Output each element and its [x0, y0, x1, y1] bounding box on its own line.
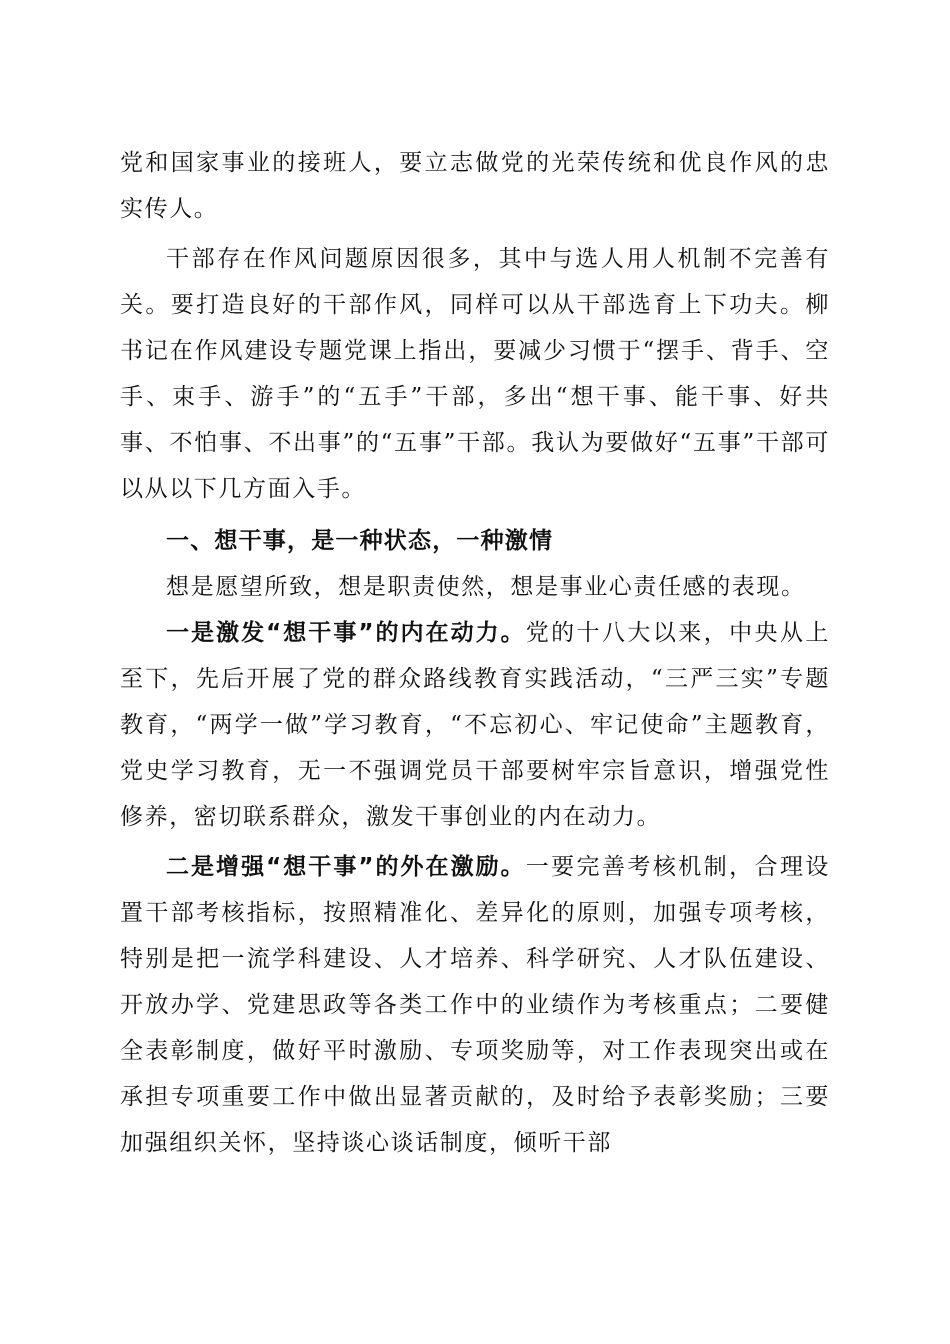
document-body [120, 140, 830, 1166]
paragraph-desire: 想是愿望所致，想是职责使然，想是事业心责任感的表现。 [166, 574, 806, 600]
paragraph-lead-external-incentive: 二是增强“想干事”的外在激励。 [166, 854, 526, 880]
section-heading-1: 一、想干事，是一种状态，一种激情 [166, 528, 554, 554]
paragraph-inner-motivation [120, 610, 830, 840]
paragraph-body-inner-motivation: 党的十八大以来，中央从上至下，先后开展了党的群众路线教育实践活动，“三严三实”专题教育，“两学一做”学习教育，“不忘初心、牢记使命”主题教育，党史学习教育，无一不强调党员干部要树牢宗旨意识，增强党性修养，密切联系群众，激发干事创业的内在动力。 [120, 620, 831, 830]
paragraph-external-incentive [120, 844, 830, 1166]
paragraph-body-external-incentive: 一要完善考核机制，合理设置干部考核指标，按照精准化、差异化的原则，加强专项考核，特别是把一流学科建设、人才培养、科学研究、人才队伍建设、开放办学、党建思政等各类工作中的业绩作为考核重点；二要健全表彰制度，做好平时激励、专项奖励等，对工作表现突出或在承担专项重要工作中做出显著贡献的，及时给予表彰奖励；三要加强组织关怀，坚持谈心谈话制度，倾听干部 [120, 854, 831, 1156]
paragraph-lead-inner-motivation: 一是激发“想干事”的内在动力。 [166, 620, 526, 646]
paragraph-cadre-style: 干部存在作风问题原因很多，其中与选人用人机制不完善有关。要打造良好的干部作风，同样可以从干部选育上下功夫。柳书记在作风建设专题党课上指出，要减少习惯于“摆手、背手、空手、束手、游手”的“五手”干部，多出“想干事、能干事、好共事、不怕事、不出事”的“五事”干部。我认为要做好“五事”干部可以从以下几方面入手。 [120, 246, 830, 502]
paragraph-continuation: 党和国家事业的接班人，要立志做党的光荣传统和优良作风的忠实传人。 [120, 150, 830, 222]
